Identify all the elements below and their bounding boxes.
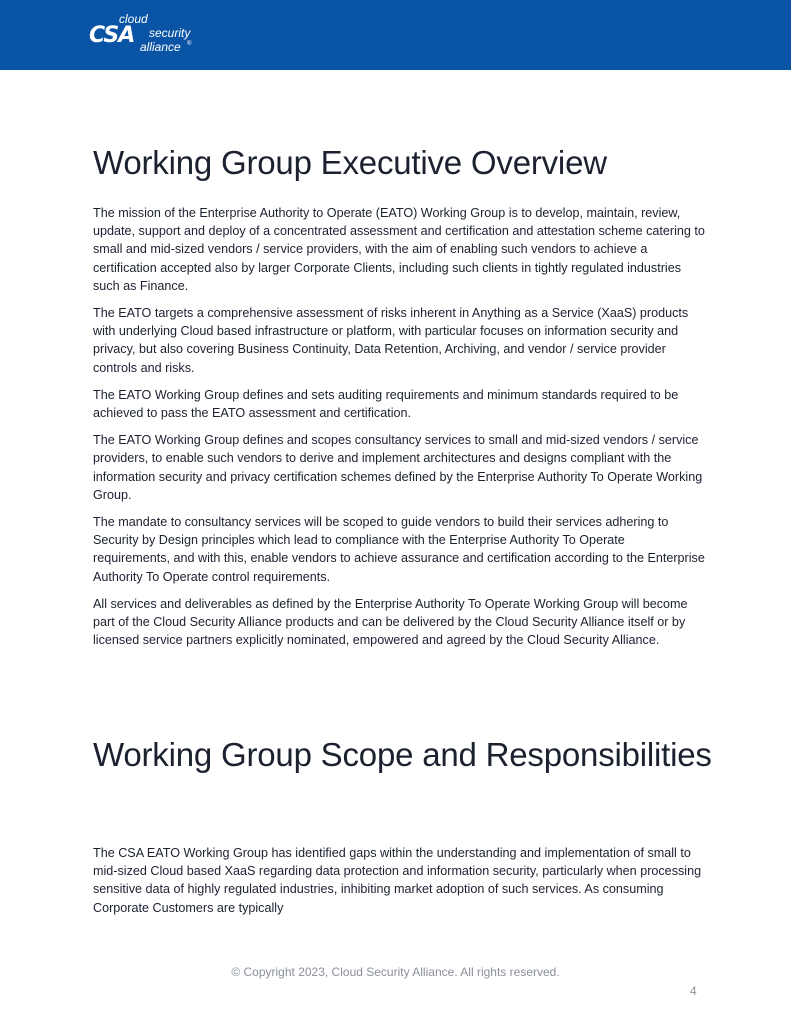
section-title-executive-overview: Working Group Executive Overview [93, 144, 607, 181]
paragraph: The CSA EATO Working Group has identified gaps within the understanding and implementation of small to mid-sized Cloud based XaaS regarding data protection and information security, particularly when processing sensitive data of highly regulated industries, inhibiting market adoption of such services. As consuming Corporate Customers are typically [93, 846, 702, 915]
logo-word-cloud: cloud [119, 12, 148, 26]
paragraph: All services and deliverables as defined by the Enterprise Authority To Operate Working Group will become part of the Cloud Security Alliance products and can be delivered by the Cloud Security Alliance itself or by licensed service partners explicitly nominated, empowered and agreed by the Cloud Security Alliance. [93, 596, 688, 648]
paragraph: The EATO Working Group defines and scopes consultancy services to small and mid-sized vendors / service providers, to enable such vendors to derive and implement architectures and designs compliant with the information security and privacy certification schemes defined by the Enterprise Authority To Operate Working Group. [93, 433, 703, 502]
logo-registered: ® [187, 41, 192, 47]
logo-mark: CSA [89, 23, 135, 48]
logo-word-alliance: alliance [140, 40, 181, 54]
paragraph: The mission of the Enterprise Authority to Operate (EATO) Working Group is to develop, maintain, review, update, support and deploy of a concentrated assessment and certification and attestation scheme catering to small and mid-sized vendors / service providers, with the aim of enabling such vendors to achieve a certification accepted also by larger Corporate Clients, including such clients in tightly regulated industries such as Finance. [93, 206, 705, 293]
paragraph: The mandate to consultancy services will be scoped to guide vendors to build their services adhering to Security by Design principles which lead to compliance with the Enterprise Authority To Operate requirements, and with this, enable vendors to achieve assurance and certification according to the Enterprise Authority To Operate control requirements. [93, 515, 705, 584]
section-body-scope-responsibilities [93, 844, 705, 926]
section-title-scope-responsibilities: Working Group Scope and Responsibilities [93, 736, 712, 773]
copyright-notice: © Copyright 2023, Cloud Security Alliance. All rights reserved. [231, 965, 560, 979]
logo-word-security: security [149, 26, 191, 40]
paragraph: The EATO Working Group defines and sets auditing requirements and minimum standards required to be achieved to pass the EATO assessment and certification. [93, 387, 679, 421]
csa-logo [89, 12, 219, 58]
section-body-executive-overview [93, 204, 705, 658]
page-number: 4 [690, 984, 697, 998]
paragraph: The EATO targets a comprehensive assessment of risks inherent in Anything as a Service (XaaS) products with underlying Cloud based infrastructure or platform, with particular focuses on information security and privacy, but also covering Business Continuity, Data Retention, Archiving, and vendor / service provider controls and risks. [93, 306, 689, 375]
page-header [0, 0, 791, 70]
